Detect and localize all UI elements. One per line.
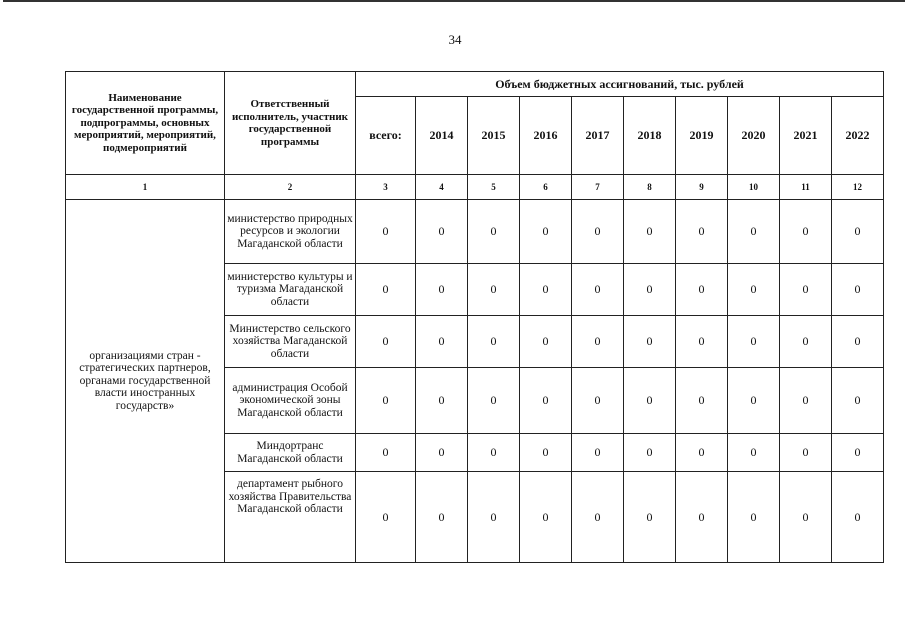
executor-cell: министерство природных ресурсов и экологии Магаданской области [225, 200, 356, 264]
header-year: 2017 [572, 97, 624, 175]
header-year: 2020 [728, 97, 780, 175]
value-cell: 0 [780, 200, 832, 264]
header-year: 2022 [832, 97, 884, 175]
executor-cell: администрация Особой экономической зоны Магаданской области [225, 368, 356, 434]
value-cell: 0 [356, 472, 416, 563]
value-cell: 0 [572, 472, 624, 563]
value-cell: 0 [676, 368, 728, 434]
value-cell: 0 [832, 316, 884, 368]
value-cell: 0 [780, 316, 832, 368]
value-cell: 0 [624, 200, 676, 264]
column-number: 7 [572, 175, 624, 200]
value-cell: 0 [520, 368, 572, 434]
value-cell: 0 [728, 434, 780, 472]
value-cell: 0 [728, 472, 780, 563]
value-cell: 0 [356, 434, 416, 472]
page-top-border [3, 0, 905, 2]
value-cell: 0 [728, 200, 780, 264]
executor-cell: Миндортранс Магаданской области [225, 434, 356, 472]
header-year: 2014 [416, 97, 468, 175]
value-cell: 0 [520, 264, 572, 316]
value-cell: 0 [416, 200, 468, 264]
column-number-row [66, 175, 884, 200]
value-cell: 0 [468, 368, 520, 434]
value-cell: 0 [676, 434, 728, 472]
value-cell: 0 [832, 264, 884, 316]
value-cell: 0 [356, 368, 416, 434]
column-number: 5 [468, 175, 520, 200]
value-cell: 0 [520, 434, 572, 472]
value-cell: 0 [356, 200, 416, 264]
value-cell: 0 [832, 472, 884, 563]
value-cell: 0 [468, 472, 520, 563]
value-cell: 0 [676, 472, 728, 563]
value-cell: 0 [572, 368, 624, 434]
column-number: 9 [676, 175, 728, 200]
value-cell: 0 [780, 434, 832, 472]
value-cell: 0 [416, 316, 468, 368]
header-year: 2018 [624, 97, 676, 175]
value-cell: 0 [728, 316, 780, 368]
value-cell: 0 [572, 434, 624, 472]
value-cell: 0 [416, 264, 468, 316]
column-number: 4 [416, 175, 468, 200]
column-number: 11 [780, 175, 832, 200]
column-number: 1 [66, 175, 225, 200]
column-number: 3 [356, 175, 416, 200]
value-cell: 0 [416, 368, 468, 434]
page-number: 34 [448, 32, 462, 47]
value-cell: 0 [624, 472, 676, 563]
value-cell: 0 [728, 264, 780, 316]
value-cell: 0 [832, 368, 884, 434]
value-cell: 0 [468, 434, 520, 472]
value-cell: 0 [468, 316, 520, 368]
executor-cell: министерство культуры и туризма Магаданской области [225, 264, 356, 316]
executor-cell: департамент рыбного хозяйства Правительства Магаданской области [225, 472, 356, 563]
value-cell: 0 [676, 264, 728, 316]
value-cell: 0 [624, 368, 676, 434]
header-total: всего: [356, 97, 416, 175]
column-number: 8 [624, 175, 676, 200]
value-cell: 0 [468, 200, 520, 264]
value-cell: 0 [676, 200, 728, 264]
value-cell: 0 [520, 472, 572, 563]
header-year: 2019 [676, 97, 728, 175]
executor-cell: Министерство сельского хозяйства Магаданской области [225, 316, 356, 368]
value-cell: 0 [780, 368, 832, 434]
value-cell: 0 [832, 434, 884, 472]
value-cell: 0 [624, 316, 676, 368]
header-program-name: Наименование государственной программы, подпрограммы, основных мероприятий, мероприятий, подмероприятий [66, 72, 225, 175]
value-cell: 0 [416, 472, 468, 563]
value-cell: 0 [624, 264, 676, 316]
column-number: 6 [520, 175, 572, 200]
value-cell: 0 [572, 264, 624, 316]
header-year: 2016 [520, 97, 572, 175]
value-cell: 0 [728, 368, 780, 434]
value-cell: 0 [780, 264, 832, 316]
value-cell: 0 [356, 316, 416, 368]
value-cell: 0 [572, 200, 624, 264]
value-cell: 0 [832, 200, 884, 264]
table-row [66, 200, 884, 264]
value-cell: 0 [468, 264, 520, 316]
value-cell: 0 [520, 200, 572, 264]
value-cell: 0 [416, 434, 468, 472]
value-cell: 0 [572, 316, 624, 368]
value-cell: 0 [356, 264, 416, 316]
value-cell: 0 [520, 316, 572, 368]
column-number: 12 [832, 175, 884, 200]
value-cell: 0 [624, 434, 676, 472]
header-executor: Ответственный исполнитель, участник государственной программы [225, 72, 356, 175]
header-budget-group: Объем бюджетных ассигнований, тыс. рублей [356, 72, 884, 97]
column-number: 2 [225, 175, 356, 200]
column-number: 10 [728, 175, 780, 200]
value-cell: 0 [780, 472, 832, 563]
program-name-cell: организациями стран - стратегических партнеров, органами государственной власти иностранных государств» [66, 200, 225, 563]
budget-table [65, 71, 884, 563]
header-year: 2021 [780, 97, 832, 175]
header-year: 2015 [468, 97, 520, 175]
value-cell: 0 [676, 316, 728, 368]
